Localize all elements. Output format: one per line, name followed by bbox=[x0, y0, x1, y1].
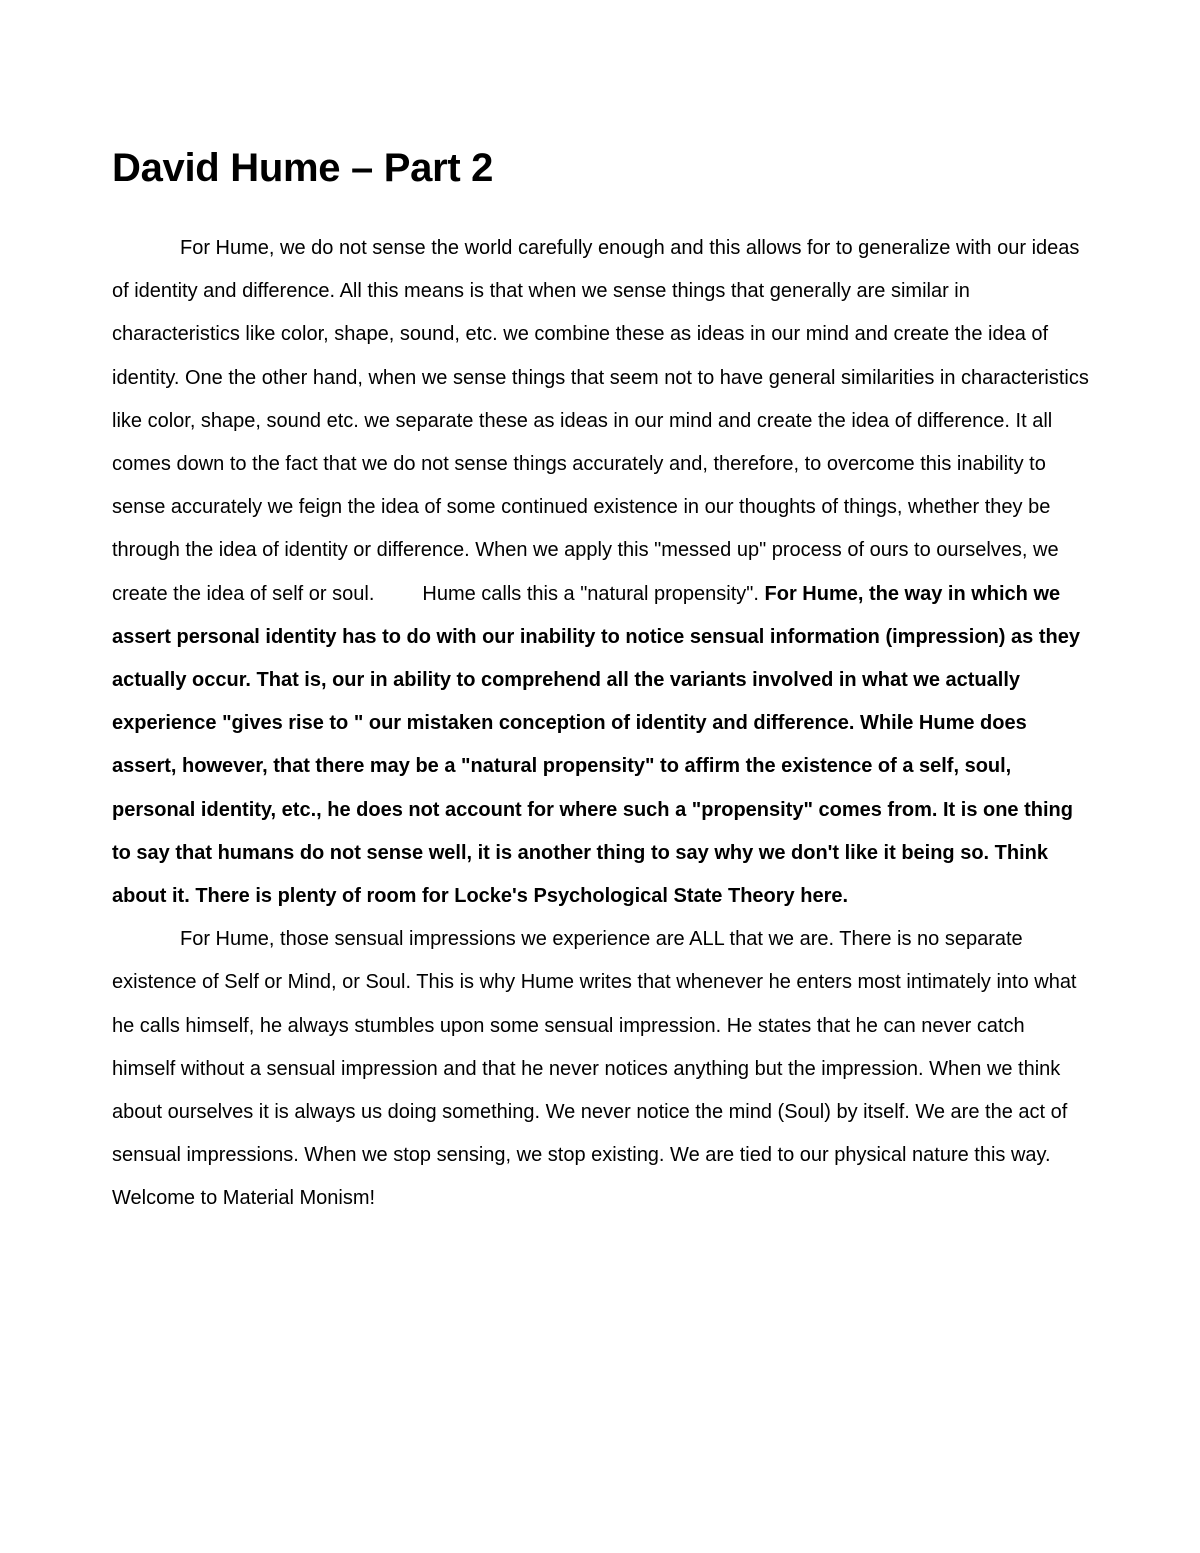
paragraph-1-plain-text: For Hume, we do not sense the world carefully enough and this allows for to generalize with our ideas of identity and difference. All this means is that when we sense things that generally are similar in characteristics like color, shape, sound, etc. we combine these as ideas in our mind and create the idea of identity. One the other hand, when we sense things that seem not to have general similarities in characteristics like color, shape, sound etc. we separate these as ideas in our mind and create the idea of difference. It all comes down to the fact that we do not sense things accurately and, therefore, to overcome this inability to sense accurately we feign the idea of some continued existence in our thoughts of things, whether they be through the idea of identity or difference. When we apply this "messed up" process of ours to ourselves, we create the idea of self or soul. bbox=[112, 237, 1089, 605]
document-title: David Hume – Part 2 bbox=[112, 146, 494, 190]
paragraph-2 bbox=[112, 918, 1092, 1220]
document-body bbox=[112, 227, 1092, 1221]
paragraph-1-plain-text-2: Hume calls this a "natural propensity". bbox=[422, 582, 759, 605]
paragraph-1 bbox=[112, 227, 1092, 918]
paragraph-2-text: For Hume, those sensual impressions we experience are ALL that we are. There is no separate existence of Self or Mind, or Soul. This is why Hume writes that whenever he enters most intimately into what he calls himself, he always stumbles upon some sensual impression. He states that he can never catch himself without a sensual impression and that he never notices anything but the impression. When we think about ourselves it is always us doing something. We never notice the mind (Soul) by itself. We are the act of sensual impressions. When we stop sensing, we stop existing. We are tied to our physical nature this way. Welcome to Material Monism! bbox=[112, 928, 1077, 1210]
paragraph-1-bold-text: For Hume, the way in which we assert personal identity has to do with our inability to notice sensual information (impression) as they actually occur. That is, our in ability to comprehend all the variants involved in what we actually experience "gives rise to " our mistaken conception of identity and difference. While Hume does assert, however, that there may be a "natural propensity" to affirm the existence of a self, soul, personal identity, etc., he does not account for where such a "propensity" comes from. It is one thing to say that humans do not sense well, it is another thing to say why we don't like it being so. Think about it. There is plenty of room for Locke's Psychological State Theory here. bbox=[112, 582, 1080, 908]
